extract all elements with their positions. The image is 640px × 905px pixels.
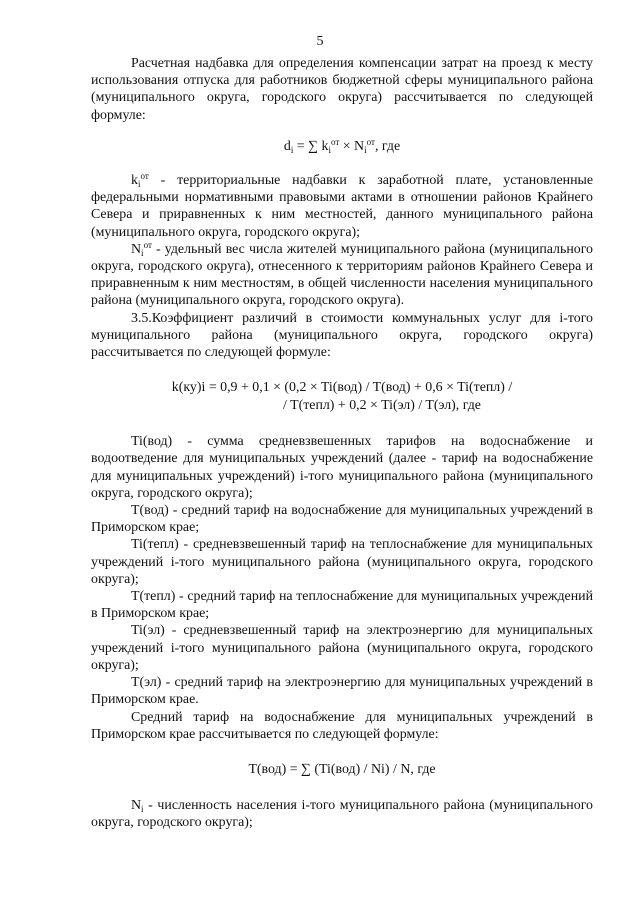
definition-t-tepl: T(тепл) - средний тариф на теплоснабжение для муниципальных учреждений в Приморском крае;	[91, 589, 593, 622]
formula-d-sup2: от	[366, 136, 375, 147]
formula-d-sum: = ∑ k	[293, 138, 329, 154]
page-number: 5	[316, 34, 324, 49]
n-symbol: N	[131, 241, 142, 257]
paragraph-average-tariff: Средний тариф на водоснабжение для муниципальных учреждений в Приморском крае рассчитывается по следующей формуле:	[91, 709, 593, 742]
formula-d-times: × N	[339, 138, 365, 154]
definition-k: $k_i^{от}$ - территориальные надбавки к заработной плате, установленные федеральными нормативными правовыми актами в отношении районов Крайнего Севера и приравненных к ним местностей, данного муниципального района (муниципального округа, городского округа);	[91, 171, 593, 240]
k-symbol: k	[131, 173, 138, 189]
k-text: - территориальные надбавки к заработной плате, установленные федеральными нормативными правовыми актами в отношении районов Крайнего Севера и приравненных к ним местностей, данного муниципального района (муниципального округа, городского округа);	[91, 173, 593, 240]
ni-symbol: N	[131, 797, 142, 813]
formula-kku-line1: k(ку)i = 0,9 + 0,1 × (0,2 × Ti(вод) / T(вод) + 0,6 × Ti(тепл) /	[171, 380, 513, 396]
n-sup: от	[143, 239, 152, 250]
formula-d-sub: i	[290, 144, 294, 155]
formula-t-vod: T(вод) = ∑ (Ti(вод) / Ni) / N, где	[248, 761, 436, 777]
definition-t-el: T(эл) - средний тариф на электроэнергию для муниципальных учреждений в Приморском крае.	[91, 675, 593, 708]
definition-ti-tepl: Ti(тепл) - средневзвешенный тариф на теплоснабжение для муниципальных учреждений i-того муниципального района (муниципального округа, городского округа);	[91, 537, 593, 587]
definition-t-vod: T(вод) - средний тариф на водоснабжение для муниципальных учреждений в Приморском крае;	[91, 503, 593, 536]
formula-d: $d_i$ = ∑ $k_i^{от} \times N_i^{от}$, где	[283, 136, 401, 155]
formula-kku-line2: / T(тепл) + 0,2 × Ti(эл) / T(эл), где	[283, 398, 481, 414]
paragraph-allowance-intro: Расчетная надбавка для определения компенсации затрат на проезд к месту использования отпуска для работников бюджетной сферы муниципального района (муниципального округа, городского округа) рассчитывается по следующей формуле:	[91, 56, 593, 123]
ni-text: - численность населения i-того муниципального района (муниципального округа, городского округа);	[91, 797, 593, 831]
definition-ti-el: Ti(эл) - средневзвешенный тариф на электроэнергию для муниципальных учреждений i-того муниципального района (муниципального округа, городского округа);	[91, 623, 593, 673]
formula-d-symbol: d	[283, 138, 291, 154]
paragraph-3-5: 3.5.Коэффициент различий в стоимости коммунальных услуг для i-того муниципального района (муниципального округа, городского округа) рассчитывается по следующей формуле:	[91, 310, 593, 361]
ni-sub: i	[141, 803, 144, 814]
formula-d-tail: , где	[374, 138, 401, 154]
formula-kku	[91, 379, 593, 415]
definition-ni	[91, 797, 593, 831]
k-sup: от	[140, 171, 149, 182]
formula-d-sup1: от	[330, 136, 340, 147]
document-body	[91, 55, 593, 831]
definition-n: $N_i^{от}$ - удельный вес числа жителей муниципального района (муниципального округа, городского округа), отнесенного к территориям районов Крайнего Севера и приравненным к ним местностям, в общей численности населения муниципального района (муниципального округа, городского округа).	[91, 239, 593, 309]
definition-ti-vod: Ti(вод) - сумма средневзвешенных тарифов на водоснабжение и водоотведение для муниципальных учреждений (далее - тариф на водоснабжение для муниципальных учреждений) i-того муниципального района (муниципального округа, городского округа);	[91, 434, 593, 501]
n-text: - удельный вес числа жителей муниципального района (муниципального округа, городского округа), отнесенного к территориям районов Крайнего Севера и приравненным к ним местностям, в общей численности населения муниципального района (муниципального округа, городского округа).	[91, 241, 593, 309]
